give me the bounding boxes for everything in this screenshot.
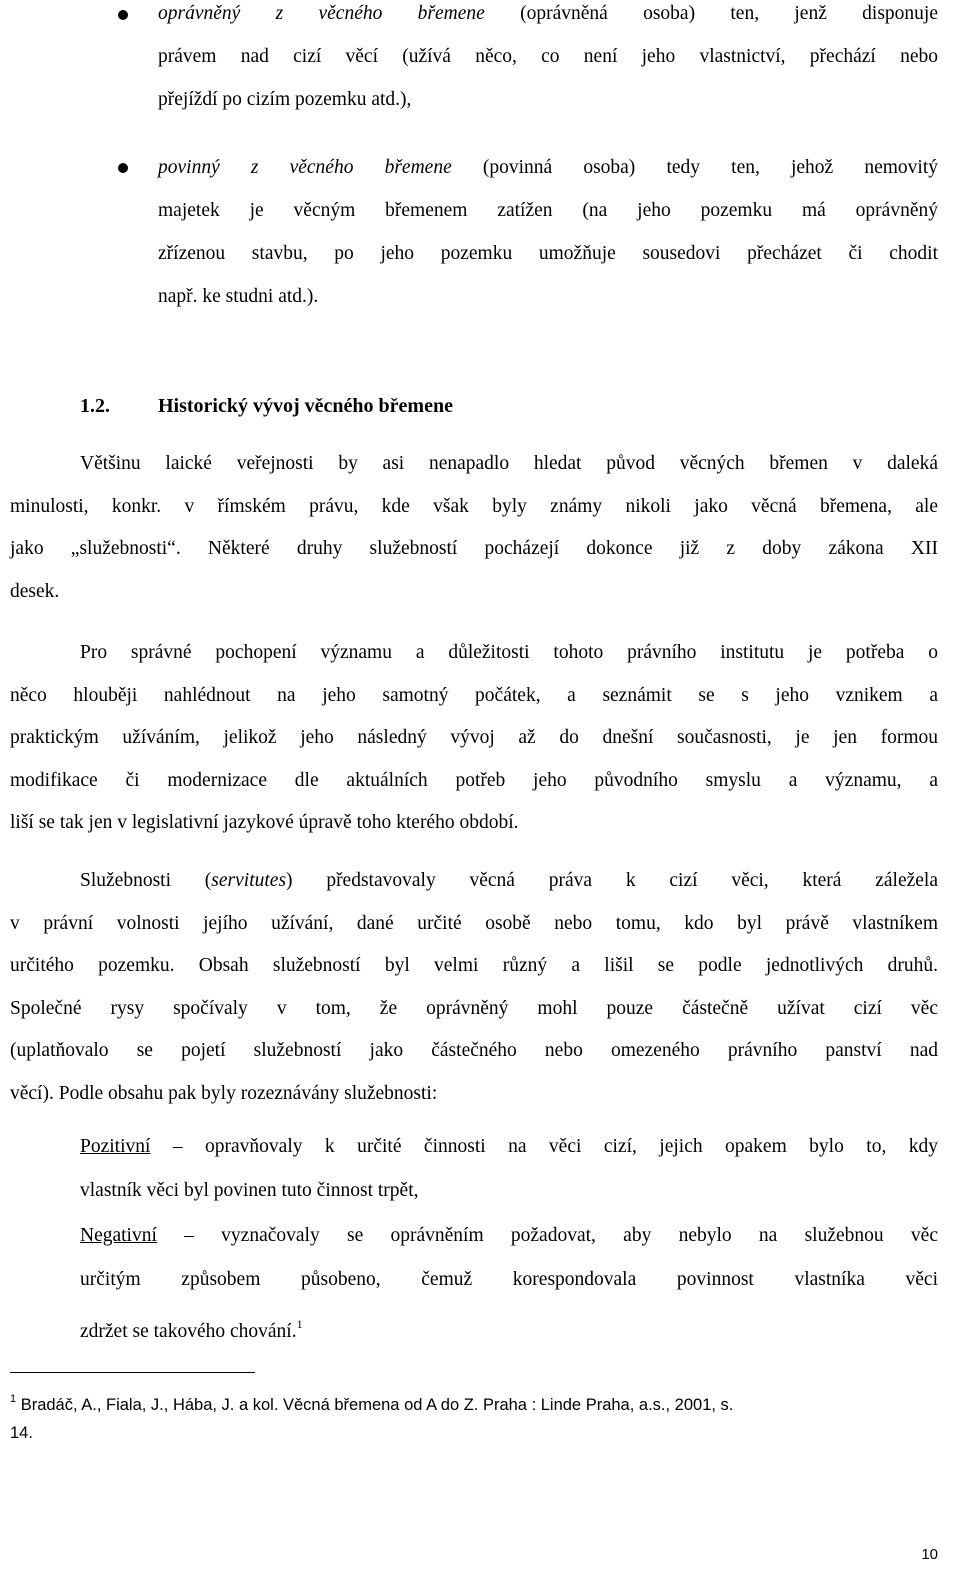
bullet-text [158,146,938,318]
section-heading [80,395,453,418]
page-number: 10 [921,1546,938,1563]
text-line: přejíždí po cizím pozemku atd.), [158,89,412,110]
text-line: Pro správné pochopení významu a důležitosti tohoto právního institutu je potřeba o [80,642,938,663]
text-span: ) představovaly věcná práva k cizí věci, která záležela [286,870,938,891]
text-line: modifikace či modernizace dle aktuálních potřeb jeho původního smyslu a významu, a [10,769,938,791]
text-line [80,1302,938,1354]
paragraph-2 [10,632,938,845]
text-line: určitým způsobem působeno, čemuž korespondovala povinnost vlastníka věci [80,1269,938,1290]
text-line: Společné rysy spočívaly v tom, že oprávněný mohl pouze částečně užívat cizí věc [10,997,938,1019]
text-line: (uplatňovalo se pojetí služebností jako částečného nebo omezeného právního panství nad [10,1040,938,1061]
text-line: v právní volnosti jejího užívání, dané určité osobě nebo tomu, kdo byl právě vlastníkem [10,912,938,934]
text-span: Bradáč, A., Fiala, J., Hába, J. a kol. Věcná břemena od A do Z. Praha : Linde Praha, a.s., 2001, s. [16,1396,734,1414]
text-line [10,860,938,903]
text-line: např. ke studni atd.). [158,286,319,307]
text-span: (oprávněná osoba) ten, jenž disponuje [484,3,938,24]
text-line [80,1214,938,1258]
text-line: zřízenou stavbu, po jeho pozemku umožňuje sousedovi přecházet či chodit [158,243,938,264]
text-span: Služebnosti ( [80,870,212,891]
section-number: 1.2. [80,395,110,417]
text-line: desek. [10,580,60,602]
text-line: majetek je věcným břemenem zatížen (na jeho pozemku má oprávněný [158,200,938,221]
footnote [10,1385,940,1447]
text-line: věcí). Podle obsahu pak byly rozeznávány služebnosti: [10,1082,438,1104]
text-line: jako „služebnosti“. Některé druhy služebností pocházejí dokonce již z doby zákona XII [10,538,938,559]
paragraph-1 [10,443,938,613]
text-span: (povinná osoba) tedy ten, jehož nemovitý [451,157,938,178]
definition-negative [80,1214,938,1354]
text-line: liší se tak jen v legislativní jazykové úpravě toho kterého období. [10,812,519,833]
bullet-term: oprávněný z věcného břemene [158,3,485,24]
text-line: právem nad cizí věcí (užívá něco, co není jeho vlastnictví, přechází nebo [158,46,938,67]
definition-term: Pozitivní [80,1136,151,1157]
footnote-line: 14. [10,1424,33,1442]
text-span: zdržet se takového chování. [80,1321,297,1342]
footnote-separator [10,1372,255,1373]
text-span: – opravňovaly k určité činnosti na věci cizí, jejich opakem bylo to, kdy [150,1136,938,1157]
section-title: Historický vývoj věcného břemene [158,395,453,417]
footnote-line [10,1385,940,1419]
text-line: Většinu laické veřejnosti by asi nenapadlo hledat původ věcných břemen v daleká [80,453,938,474]
footnote-marker: 1 [10,1393,17,1405]
text-line: praktickým užíváním, jelikož jeho následný vývoj až do dnešní současnosti, je jen formou [10,727,938,748]
text-line [80,1125,938,1169]
bullet-dot-icon [118,10,128,20]
bullet-dot-icon [118,163,128,173]
text-line: určitého pozemku. Obsah služebností byl velmi různý a lišil se podle jednotlivých druhů. [10,955,938,976]
text-span: – vyznačovaly se oprávněním požadovat, aby nebylo na služebnou věc [156,1225,938,1246]
bullet-text [158,0,938,121]
text-line [158,146,938,189]
text-line: minulosti, konkr. v římském právu, kde však byly známy nikoli jako věcná břemena, ale [10,495,938,517]
text-line: vlastník věci byl povinen tuto činnost trpět, [80,1180,419,1201]
footnote-reference: 1 [296,1317,303,1331]
paragraph-3 [10,860,938,1115]
text-line [158,0,938,35]
definition-positive [80,1125,938,1213]
definition-term: Negativní [80,1225,157,1246]
text-line: něco hlouběji nahlédnout na jeho samotný počátek, a seznámit se s jeho vznikem a [10,684,938,706]
latin-term: servitutes [211,870,287,891]
bullet-term: povinný z věcného břemene [158,157,452,178]
